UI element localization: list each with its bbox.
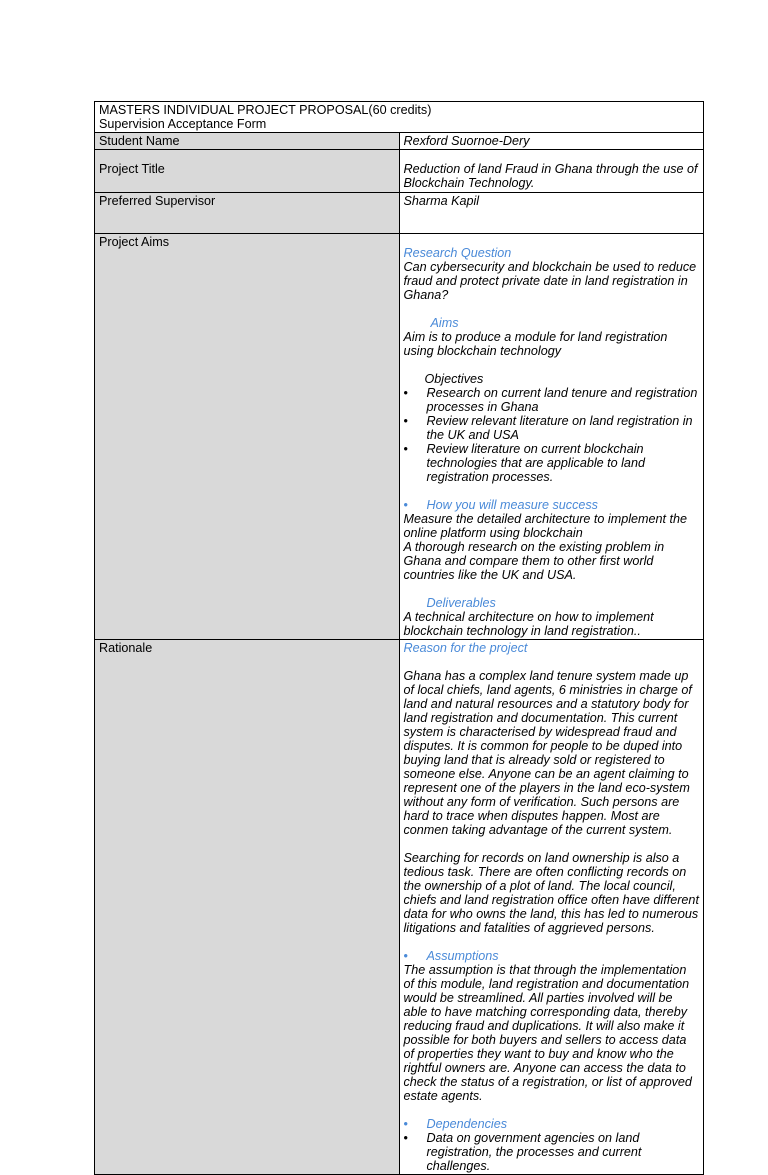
dependencies-heading [404, 1117, 700, 1131]
aims-heading: Aims [430, 316, 459, 330]
objectives-heading: Objectives [424, 372, 484, 386]
project-title-row [95, 150, 704, 193]
form-title: MASTERS INDIVIDUAL PROJECT PROPOSAL(60 credits) [99, 103, 432, 117]
research-question-heading: Research Question [403, 246, 512, 260]
proposal-form [94, 101, 704, 1175]
rationale-value [399, 640, 704, 1175]
student-name-row [95, 133, 704, 150]
bullet: • [403, 386, 408, 400]
deliverables-heading: Deliverables [426, 596, 496, 610]
measure-text: A thorough research on the existing problem in Ghana and compare them to other first world countries like the UK and USA. [403, 540, 665, 582]
rationale-label: Rationale [95, 640, 400, 1175]
objective-item [404, 386, 700, 414]
bullet: • [403, 498, 408, 512]
project-aims-row [95, 234, 704, 640]
rationale-row [95, 640, 704, 1175]
bullet: • [403, 1131, 408, 1145]
student-name-label: Student Name [95, 133, 400, 150]
form-header-cell [95, 102, 704, 133]
bullet: • [403, 1117, 408, 1131]
rationale-paragraph: Ghana has a complex land tenure system made up of local chiefs, land agents, 6 ministries in charge of land and natural resources and a statutory body for land registration and documentation. This current system is characterised by widespread fraud and disputes. It is common for people to be duped into buying land that is already sold or registered to someone else. Anyone can be an agent claiming to represent one of the players in the land eco-system without any form of verification. Such persons are hard to trace when disputes happen. Most are conmen taking advantage of the current system. [403, 669, 692, 837]
project-title-value: Reduction of land Fraud in Ghana through the use of Blockchain Technology. [399, 150, 704, 193]
objective-item [404, 414, 700, 442]
project-title-label: Project Title [95, 150, 400, 193]
research-question-text: Can cybersecurity and blockchain be used to reduce fraud and protect private date in land registration in Ghana? [403, 260, 697, 302]
project-aims-value [399, 234, 704, 640]
bullet: • [403, 442, 408, 456]
dependency-text: Data on government agencies on land registration, the processes and current challenges. [426, 1131, 642, 1173]
rationale-paragraph: Searching for records on land ownership is also a tedious task. There are often conflicting records on the ownership of a plot of land. The local council, chiefs and land registration office often have different data for who owns the land, this has led to numerous litigations and fatalities of aggrieved persons. [403, 851, 699, 935]
project-aims-label: Project Aims [95, 234, 400, 640]
deliverables-text: A technical architecture on how to implement blockchain technology in land registration.. [403, 610, 654, 638]
dependencies-heading-text: Dependencies [426, 1117, 508, 1131]
dependency-item [404, 1131, 700, 1173]
supervisor-label: Preferred Supervisor [95, 193, 400, 234]
bullet: • [403, 414, 408, 428]
supervisor-row [95, 193, 704, 234]
form-header-row [95, 102, 704, 133]
measure-success-heading [404, 498, 700, 512]
aims-text: Aim is to produce a module for land registration using blockchain technology [403, 330, 668, 358]
assumptions-heading-text: Assumptions [426, 949, 499, 963]
form-subtitle: Supervision Acceptance Form [99, 117, 267, 131]
objective-item [404, 442, 700, 484]
supervisor-value: Sharma Kapil [399, 193, 704, 234]
objective-text: Review relevant literature on land registration in the UK and USA [426, 414, 693, 442]
assumptions-text: The assumption is that through the implementation of this module, land registration and documentation would be streamlined. All parties involved will be able to have matching corresponding data, thereby reducing fraud and duplications. It will also make it possible for both buyers and sellers to access data of properties they want to buy and know who the rightful owners are. Anyone can access the data to check the status of a registration, or list of approved estate agents. [403, 963, 692, 1103]
objective-text: Research on current land tenure and registration processes in Ghana [426, 386, 698, 414]
measure-heading-text: How you will measure success [426, 498, 598, 512]
objective-text: Review literature on current blockchain technologies that are applicable to land registration processes. [426, 442, 645, 484]
bullet: • [403, 949, 408, 963]
student-name-value: Rexford Suornoe-Dery [399, 133, 704, 150]
assumptions-heading [404, 949, 700, 963]
measure-text: Measure the detailed architecture to implement the online platform using blockchain [403, 512, 688, 540]
reason-heading: Reason for the project [403, 641, 528, 655]
